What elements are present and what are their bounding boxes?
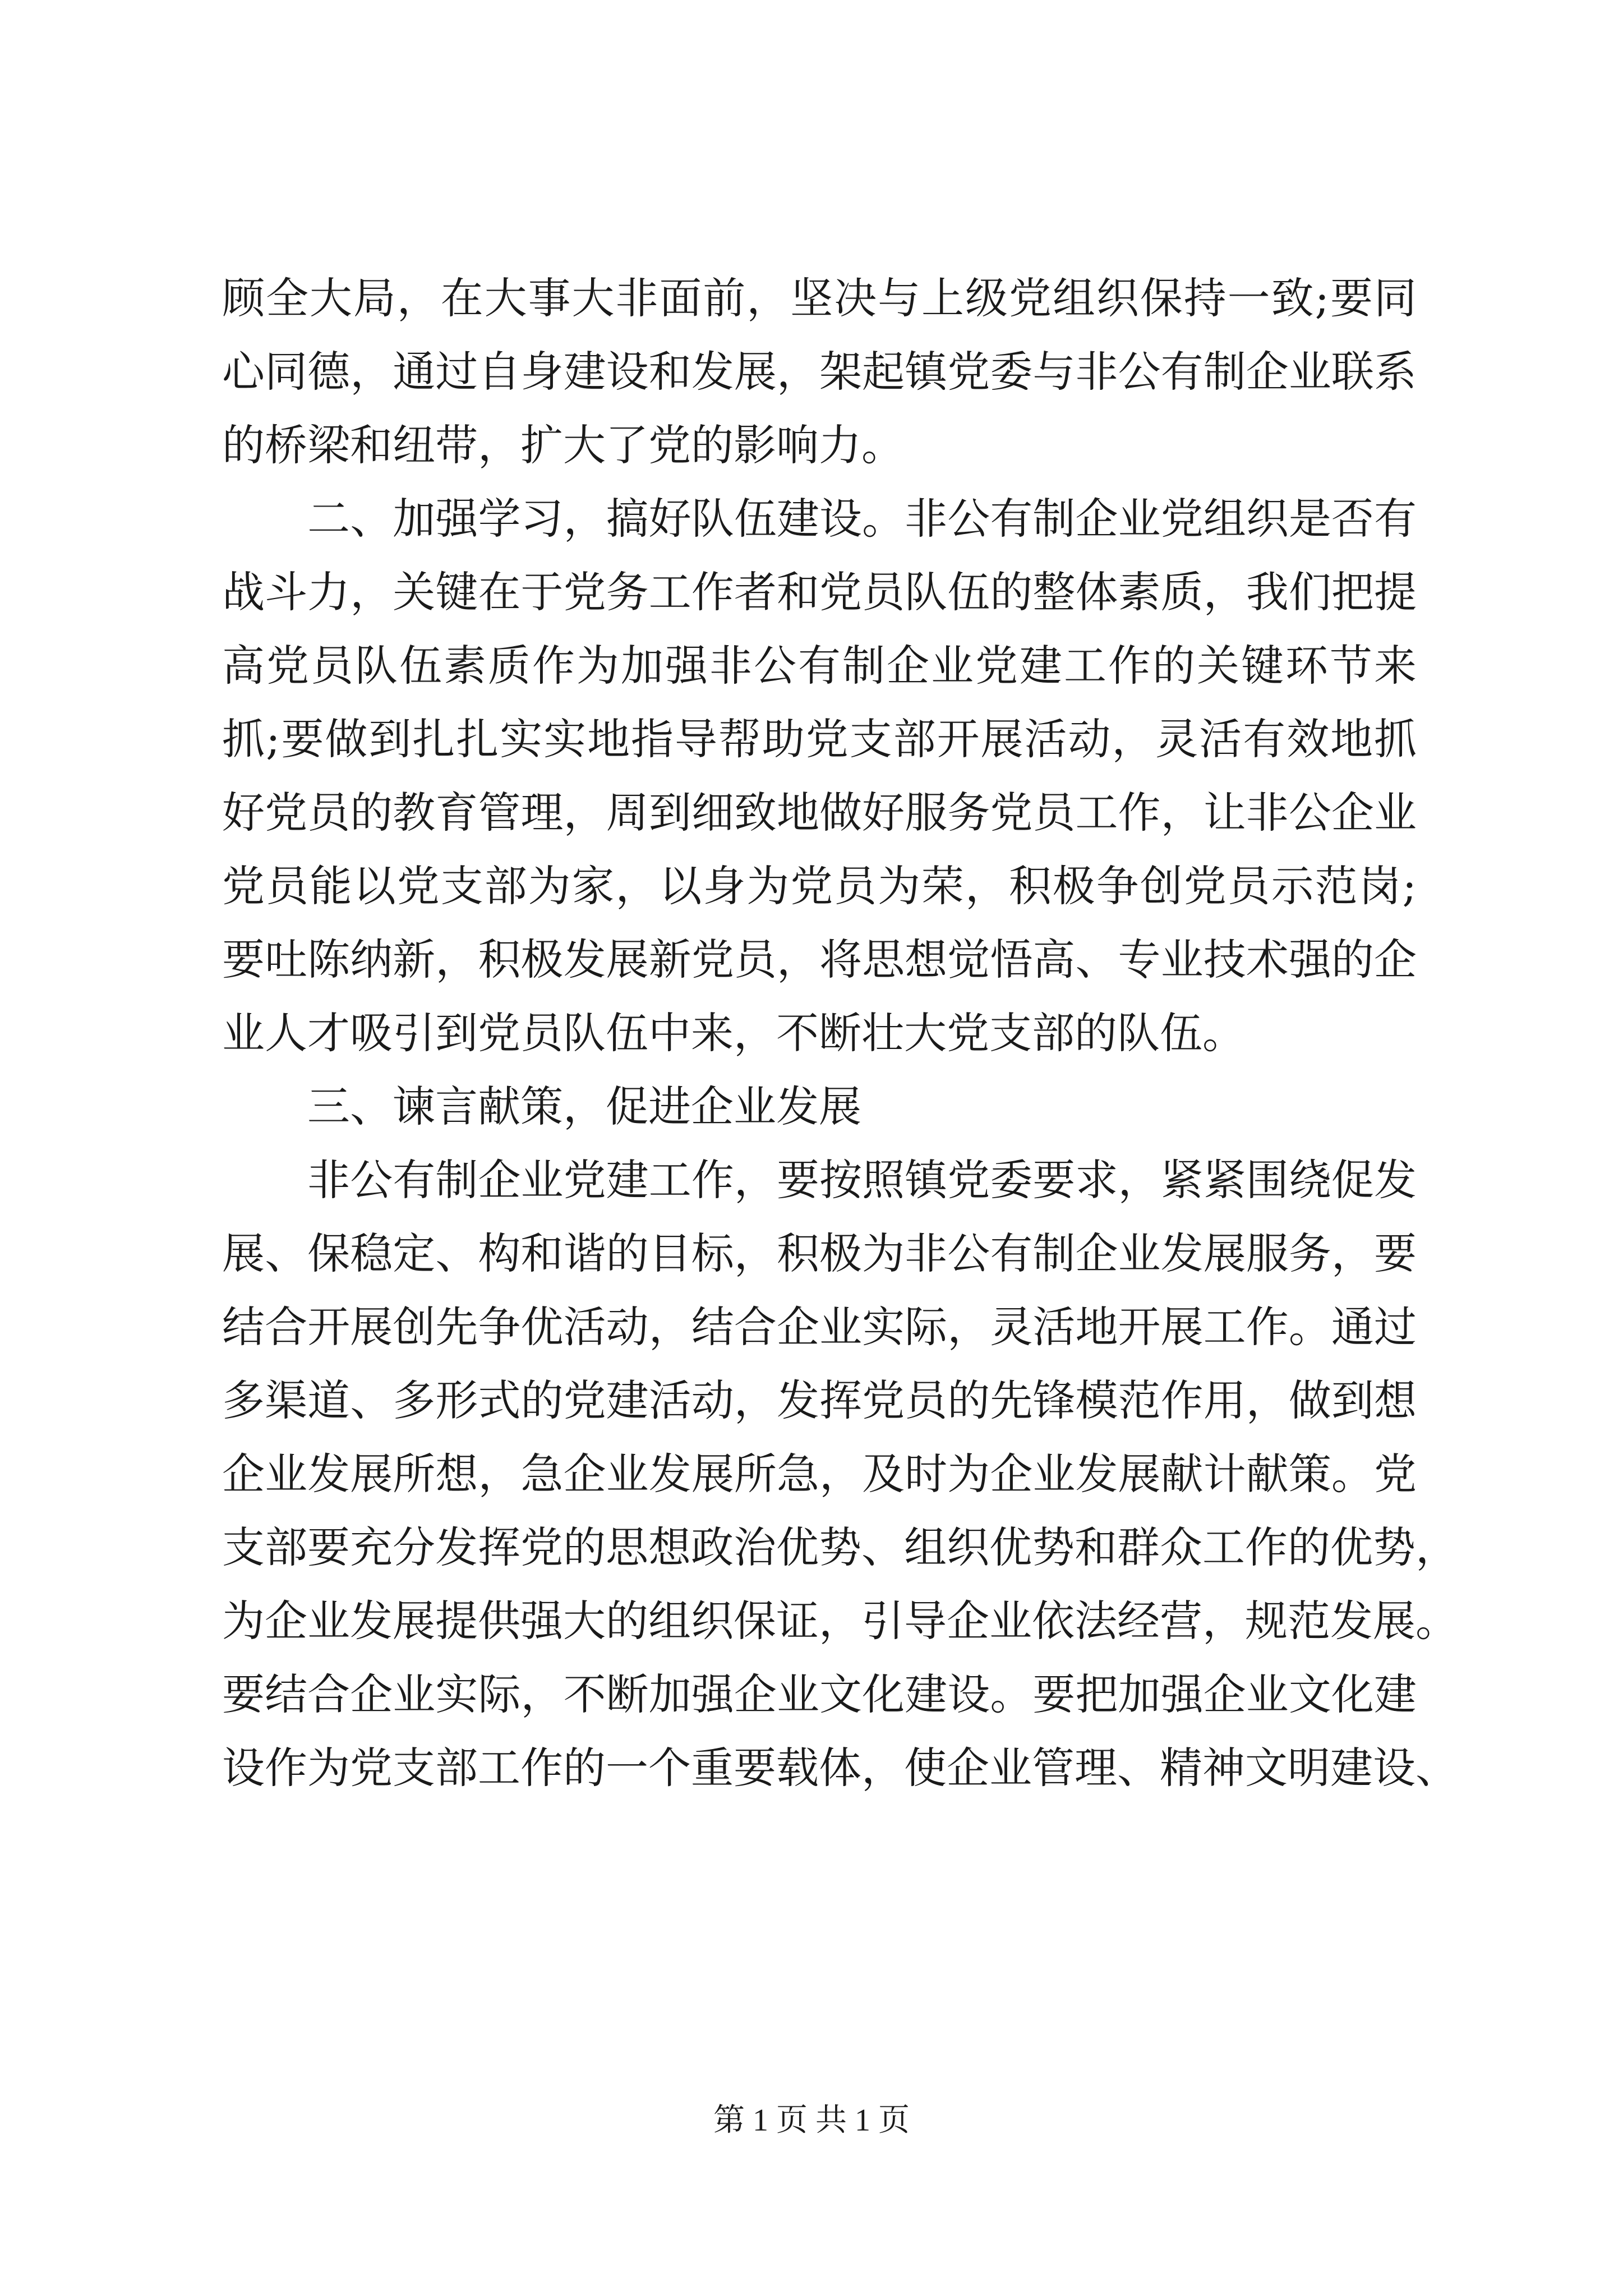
text-line: 党员能以党支部为家，以身为党员为荣，积极争创党员示范岗;	[222, 861, 1417, 911]
section-heading: 三、谏言献策，促进企业发展	[222, 1082, 861, 1131]
page-footer: 第 1 页 共 1 页	[713, 2103, 910, 2138]
document-body	[222, 261, 1458, 1805]
text-line: 业人才吸引到党员队伍中来，不断壮大党支部的队伍。	[222, 1008, 1245, 1058]
text-line: 二、加强学习，搞好队伍建设。非公有制企业党组织是否有	[222, 494, 1417, 544]
text-line: 战斗力，关键在于党务工作者和党员队伍的整体素质，我们把提	[222, 567, 1417, 617]
text-line: 非公有制企业党建工作，要按照镇党委要求，紧紧围绕促发	[222, 1155, 1417, 1205]
text-line: 要吐陈纳新，积极发展新党员，将思想觉悟高、专业技术强的企	[222, 935, 1417, 984]
text-line: 高党员队伍素质作为加强非公有制企业党建工作的关键环节来	[222, 641, 1417, 691]
text-line: 结合开展创先争优活动，结合企业实际，灵活地开展工作。通过	[222, 1302, 1417, 1352]
text-line: 抓;要做到扎扎实实地指导帮助党支部开展活动，灵活有效地抓	[222, 714, 1417, 764]
text-line: 多渠道、多形式的党建活动，发挥党员的先锋模范作用，做到想	[222, 1375, 1417, 1425]
text-line: 企业发展所想，急企业发展所急，及时为企业发展献计献策。党	[222, 1449, 1417, 1499]
text-line: 顾全大局，在大事大非面前，坚决与上级党组织保持一致;要同	[222, 273, 1417, 323]
text-line: 设作为党支部工作的一个重要载体，使企业管理、精神文明建设、	[222, 1743, 1458, 1793]
text-line: 的桥梁和纽带，扩大了党的影响力。	[222, 420, 904, 470]
text-line: 支部要充分发挥党的思想政治优势、组织优势和群众工作的优势，	[222, 1522, 1458, 1572]
text-line: 心同德，通过自身建设和发展，架起镇党委与非公有制企业联系	[222, 347, 1417, 397]
text-line: 展、保稳定、构和谐的目标，积极为非公有制企业发展服务，要	[222, 1228, 1417, 1278]
text-line: 为企业发展提供强大的组织保证，引导企业依法经营，规范发展。	[222, 1596, 1458, 1646]
text-line: 要结合企业实际，不断加强企业文化建设。要把加强企业文化建	[222, 1669, 1417, 1719]
text-line: 好党员的教育管理，周到细致地做好服务党员工作，让非公企业	[222, 788, 1417, 838]
